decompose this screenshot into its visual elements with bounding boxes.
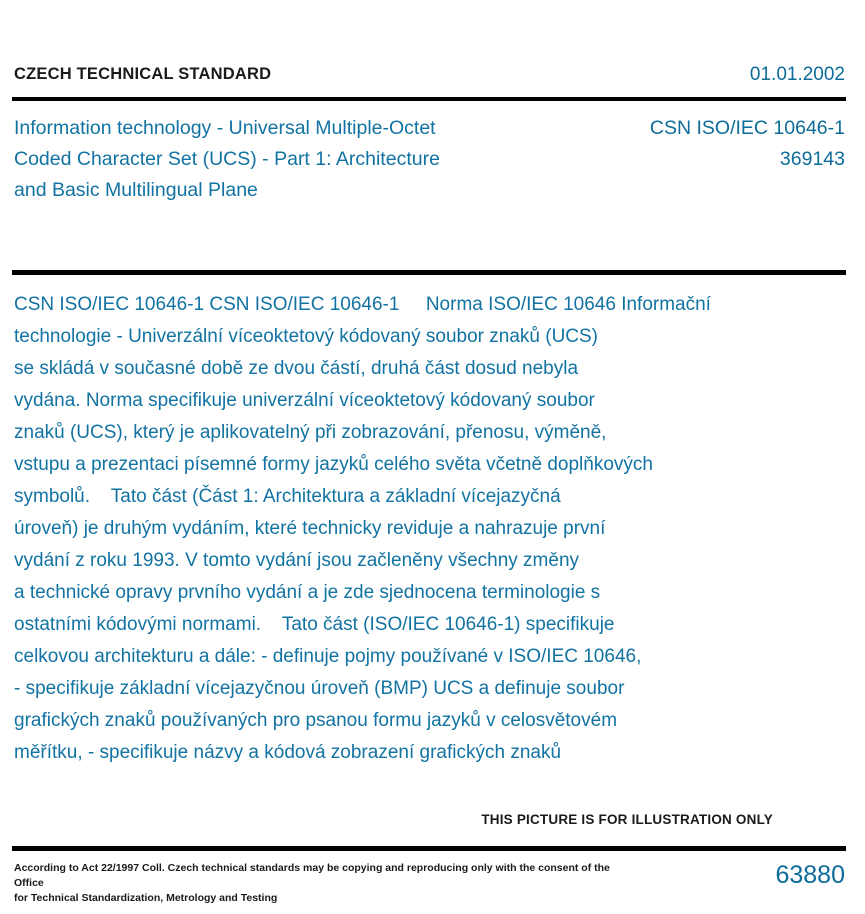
abstract-line: se skládá v současné době ze dvou částí, druhá část dosud nebyla bbox=[14, 358, 579, 379]
abstract-line: symbolů. Tato část (Část 1: Architektura a základní vícejazyčná bbox=[14, 486, 561, 507]
effective-date: 01.01.2002 bbox=[749, 64, 845, 85]
abstract-line: a technické opravy prvního vydání a je zde sjednocena terminologie s bbox=[14, 582, 601, 603]
abstract-divider-rule bbox=[12, 270, 846, 275]
copyright-disclaimer bbox=[14, 861, 614, 906]
disclaimer-line: for Technical Standardization, Metrology and Testing bbox=[14, 892, 278, 904]
classification-code: 369143 bbox=[779, 148, 845, 170]
standard-title bbox=[14, 113, 440, 206]
header-divider-rule bbox=[12, 97, 846, 101]
abstract-line: úroveň) je druhým vydáním, které technicky reviduje a nahrazuje první bbox=[14, 518, 606, 539]
disclaimer-line: According to Act 22/1997 Coll. Czech technical standards may be copying and reproducing only with the consent of the Office bbox=[14, 862, 610, 889]
abstract-line: ostatními kódovými normami. Tato část (ISO/IEC 10646-1) specifikuje bbox=[14, 614, 615, 635]
title-line: and Basic Multilingual Plane bbox=[14, 179, 258, 201]
title-line: Coded Character Set (UCS) - Part 1: Architecture bbox=[14, 148, 440, 170]
standard-number: CSN ISO/IEC 10646-1 bbox=[649, 117, 845, 139]
title-line: Information technology - Universal Multiple-Octet bbox=[14, 117, 436, 139]
document-header bbox=[0, 64, 865, 98]
abstract-line: CSN ISO/IEC 10646-1 CSN ISO/IEC 10646-1 Norma ISO/IEC 10646 Informační bbox=[14, 294, 711, 315]
catalog-number: 63880 bbox=[775, 861, 845, 889]
illustration-only-notice: THIS PICTURE IS FOR ILLUSTRATION ONLY bbox=[481, 812, 773, 827]
abstract-text bbox=[14, 289, 852, 769]
standard-designation bbox=[650, 113, 845, 175]
abstract-line: vydána. Norma specifikuje univerzální víceoktetový kódovaný soubor bbox=[14, 390, 595, 411]
abstract-line: znaků (UCS), který je aplikovatelný při zobrazování, přenosu, výměně, bbox=[14, 422, 607, 443]
abstract-line: měřítku, - specifikuje názvy a kódová zobrazení grafických znaků bbox=[14, 742, 562, 763]
abstract-line: vstupu a prezentaci písemné formy jazyků celého světa včetně doplňkových bbox=[14, 454, 653, 475]
abstract-line: vydání z roku 1993. V tomto vydání jsou začleněny všechny změny bbox=[14, 550, 580, 571]
title-block bbox=[0, 113, 865, 206]
document-footer bbox=[0, 861, 865, 906]
footer-divider-rule bbox=[12, 846, 846, 851]
abstract-line: - specifikuje základní vícejazyčnou úroveň (BMP) UCS a definuje soubor bbox=[14, 678, 625, 699]
standard-type-label: CZECH TECHNICAL STANDARD bbox=[14, 65, 272, 83]
abstract-line: technologie - Univerzální víceoktetový kódovaný soubor znaků (UCS) bbox=[14, 326, 599, 347]
abstract-line: celkovou architekturu a dále: - definuje pojmy používané v ISO/IEC 10646, bbox=[14, 646, 642, 667]
abstract-line: grafických znaků používaných pro psanou formu jazyků v celosvětovém bbox=[14, 710, 618, 731]
